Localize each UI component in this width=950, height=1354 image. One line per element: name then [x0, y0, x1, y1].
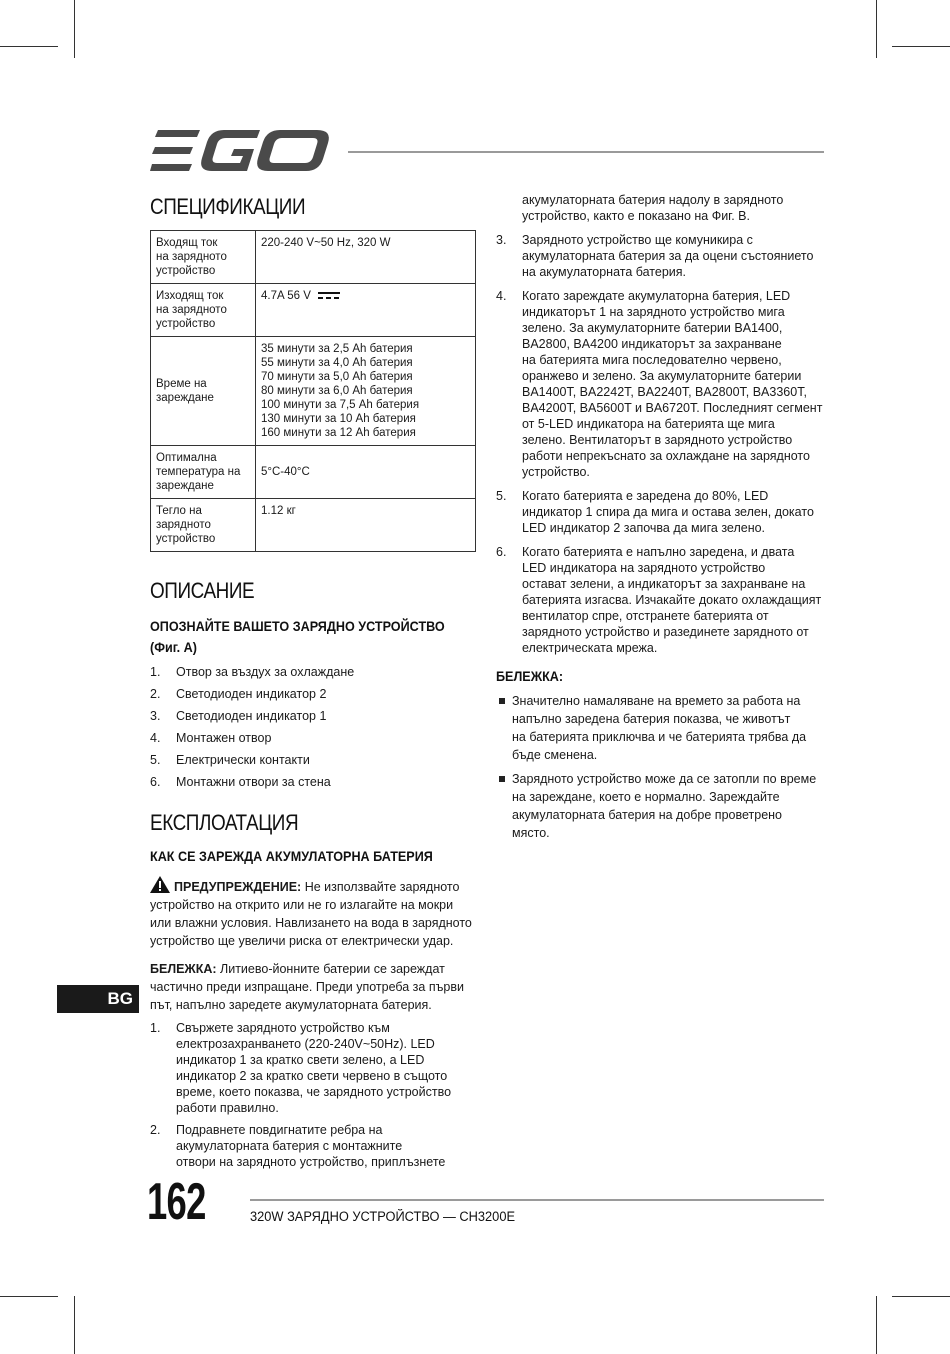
step-text: BA1400T, BA2242T, BA2240T, BA2800T, BA3360T, — [522, 385, 807, 399]
step-text: Зарядното устройство ще комуникира с — [522, 233, 753, 247]
description-figure-ref: (Фиг. A) — [150, 639, 197, 655]
item-number: 4. — [150, 731, 161, 745]
table-row — [151, 499, 476, 552]
item-text: Светодиоден индикатор 2 — [176, 687, 327, 701]
spec-value — [256, 446, 476, 499]
ego-logo — [150, 130, 332, 172]
operation-section — [150, 810, 476, 1170]
crop-mark — [892, 1296, 950, 1297]
spec-value — [256, 499, 476, 552]
warning-text: устройство на открито или не го излагайте на мокри — [150, 898, 454, 912]
description-subtitle: ОПОЗНАЙТЕ ВАШЕТО ЗАРЯДНО УСТРОЙСТВО — [150, 618, 445, 634]
list-item — [496, 232, 826, 280]
list-item — [150, 664, 476, 680]
operation-heading: ЕКСПЛОАТАЦИЯ — [150, 810, 299, 835]
specifications-heading: СПЕЦИФИКАЦИИ — [150, 194, 306, 219]
description-heading: ОПИСАНИЕ — [150, 578, 255, 603]
step-text: BA2800, BA4200 индикаторът за захранване — [522, 337, 782, 351]
left-column — [150, 190, 476, 1176]
spec-value — [256, 231, 476, 284]
crop-mark — [876, 0, 877, 58]
item-text: Монтажни отвори за стена — [176, 775, 331, 789]
step-number: 6. — [496, 545, 507, 559]
note-text: Литиево-йонните батерии се зареждат — [216, 962, 445, 976]
note-text: напълно заредена батерия показва, че животът — [512, 712, 791, 726]
table-row — [151, 231, 476, 284]
warning-paragraph — [150, 876, 476, 950]
spec-key-line: Тегло на — [156, 505, 202, 517]
crop-mark — [0, 46, 58, 47]
note-bullets — [496, 692, 826, 842]
spec-value — [256, 337, 476, 446]
list-item — [496, 770, 826, 842]
warning-icon — [150, 876, 170, 893]
step-text: Когато зареждате акумулаторна батерия, LED — [522, 289, 791, 303]
item-number: 5. — [150, 753, 161, 767]
bullet-square-icon — [499, 698, 505, 704]
step-text: Когато батерията е заредена до 80%, LED — [522, 489, 769, 503]
warning-text: устройство ще увеличи риска от електрически удар. — [150, 934, 454, 948]
specifications-table — [150, 230, 476, 552]
crop-mark — [74, 1296, 75, 1354]
list-item — [150, 1122, 476, 1170]
spec-key-line: устройство — [156, 533, 216, 545]
list-item — [496, 488, 826, 536]
spec-key — [151, 446, 256, 499]
charging-subtitle: КАК СЕ ЗАРЕЖДА АКУМУЛАТОРНА БАТЕРИЯ — [150, 848, 433, 864]
step-text: електрозахранването (220-240V~50Hz). LED — [176, 1037, 435, 1051]
note-text: път, напълно заредете акумулаторната батерия. — [150, 998, 432, 1012]
table-row — [151, 284, 476, 337]
step-text: LED индикатора на зарядното устройство — [522, 561, 766, 575]
step-text: отвори на зарядното устройство, приплъзнете — [176, 1155, 446, 1169]
parts-list — [150, 664, 476, 790]
note-text: на зареждане, което е нормално. Зареждайте — [512, 790, 780, 804]
spec-key-line: зареждане — [156, 480, 214, 492]
step-number: 5. — [496, 489, 507, 503]
spec-key — [151, 499, 256, 552]
spec-key-line: зарядното — [156, 519, 211, 531]
list-item — [496, 192, 826, 224]
language-tab: BG — [57, 985, 139, 1013]
crop-mark — [74, 0, 75, 58]
spec-key-line: Изходящ ток — [156, 290, 224, 302]
dc-current-icon — [318, 291, 340, 300]
step-text: Подравнете повдигнатите ребра на — [176, 1123, 383, 1137]
note-paragraph — [150, 960, 476, 1014]
spec-key-line: Входящ ток — [156, 237, 218, 249]
step-text: зелено. За акумулаторните батерии BA1400, — [522, 321, 783, 335]
item-text: Монтажен отвор — [176, 731, 272, 745]
spec-key-line: Време на — [156, 378, 207, 390]
step-text: Свържете зарядното устройство към — [176, 1021, 390, 1035]
spec-key-line: зареждане — [156, 392, 214, 404]
item-text: Електрически контакти — [176, 753, 310, 767]
step-text: LED индикатор 2 започва да мига зелено. — [522, 521, 766, 535]
step-text: остават зелени, а индикаторът за захранване на — [522, 577, 806, 591]
note-text: частично преди изпращане. Преди употреба за първи — [150, 980, 464, 994]
spec-key — [151, 337, 256, 446]
right-column — [496, 190, 826, 848]
spec-value-line: 5°C-40°C — [261, 466, 310, 478]
list-item — [496, 288, 826, 480]
step-text: вентилатор спре, отстранете батерията от — [522, 609, 769, 623]
page-number: 162 — [147, 1173, 206, 1231]
spec-key-line: на зарядното — [156, 304, 227, 316]
list-item — [150, 708, 476, 724]
spec-value-line: 55 минути за 4,0 Ah батерия — [261, 357, 413, 369]
note-text: акумулаторната батерия на добре проветрено — [512, 808, 782, 822]
list-item — [150, 686, 476, 702]
step-text: работи правилно. — [176, 1101, 279, 1115]
note-text: на батерията приключва и че батерията трябва да — [512, 730, 807, 744]
step-text: на батерията мига последователно червено, — [522, 353, 782, 367]
step-number: 1. — [150, 1021, 161, 1035]
list-item — [496, 692, 826, 764]
list-item — [496, 544, 826, 656]
step-text: зарядното устройство и разединете зарядното от — [522, 625, 809, 639]
note-heading: БЕЛЕЖКА: — [496, 668, 564, 684]
step-text: електрическата мрежа. — [522, 641, 658, 655]
spec-key-line: Оптимална — [156, 452, 217, 464]
step-text: на акумулаторната батерия. — [522, 265, 687, 279]
step-text: от 5-LED индикатора на батерията ще мига — [522, 417, 775, 431]
spec-value-line: 220-240 V~50 Hz, 320 W — [261, 237, 391, 249]
step-text: акумулаторната батерия за да оцени състоянието — [522, 249, 814, 263]
step-text: индикатор 2 за кратко свети червено в същото — [176, 1069, 448, 1083]
spec-value-line: 80 минути за 6,0 Ah батерия — [261, 385, 413, 397]
note-text: бъде сменена. — [512, 748, 598, 762]
step-text: работи непрекъснато за охлаждане на зарядното — [522, 449, 810, 463]
step-text: устройство. — [522, 465, 590, 479]
warning-label: ПРЕДУПРЕЖДЕНИЕ: — [174, 880, 302, 894]
warning-text: Не използвайте зарядното — [301, 880, 460, 894]
note-text: Значително намаляване на времето за работа на — [512, 694, 801, 708]
table-row — [151, 446, 476, 499]
spec-value-line: 100 минути за 7,5 Ah батерия — [261, 399, 420, 411]
step-text: индикатор 1 спира да мига и остава зелен, докато — [522, 505, 814, 519]
item-number: 2. — [150, 687, 161, 701]
list-item — [150, 774, 476, 790]
item-number: 3. — [150, 709, 161, 723]
item-number: 6. — [150, 775, 161, 789]
table-row — [151, 337, 476, 446]
crop-mark — [892, 46, 950, 47]
step-number: 2. — [150, 1123, 161, 1137]
step-text: акумулаторната батерия надолу в зарядното — [522, 193, 784, 207]
list-item — [150, 730, 476, 746]
item-text: Светодиоден индикатор 1 — [176, 709, 327, 723]
spec-value-line: 70 минути за 5,0 Ah батерия — [261, 371, 413, 383]
spec-key-line: температура на — [156, 466, 241, 478]
spec-key — [151, 284, 256, 337]
step-text: зелено. Вентилаторът в зарядното устройство — [522, 433, 793, 447]
note-label: БЕЛЕЖКА: — [150, 962, 217, 976]
list-item — [150, 752, 476, 768]
footer-title: 320W ЗАРЯДНО УСТРОЙСТВО — CH3200E — [250, 1209, 516, 1224]
note-text: място. — [512, 826, 550, 840]
crop-mark — [0, 1296, 58, 1297]
spec-value — [256, 284, 476, 337]
spec-key-line: устройство — [156, 265, 216, 277]
charging-steps-continued — [496, 192, 826, 656]
note-text: Зарядното устройство може да се затопли по време — [512, 772, 817, 786]
step-text: време, което показва, че зарядното устройство — [176, 1085, 452, 1099]
bullet-square-icon — [499, 776, 505, 782]
spec-value-line: 4.7A 56 V — [261, 290, 311, 302]
spec-key-line: на зарядното — [156, 251, 227, 263]
charging-steps-list — [150, 1020, 476, 1170]
list-item — [150, 1020, 476, 1116]
header-rule — [348, 151, 824, 153]
spec-value-line: 35 минути за 2,5 Ah батерия — [261, 343, 413, 355]
warning-text: или влажни условия. Навлизането на вода в зарядното — [150, 916, 472, 930]
spec-key — [151, 231, 256, 284]
step-text: батерията изгасва. Изчакайте докато охлаждащият — [522, 593, 822, 607]
crop-mark — [876, 1296, 877, 1354]
step-number: 3. — [496, 233, 507, 247]
spec-value-line: 130 минути за 10 Ah батерия — [261, 413, 416, 425]
spec-value-line: 160 минути за 12 Ah батерия — [261, 427, 416, 439]
step-text: индикатор 1 за кратко свети зелено, а LED — [176, 1053, 425, 1067]
footer-rule — [250, 1199, 824, 1201]
step-text: индикаторът 1 на зарядното устройство мига — [522, 305, 785, 319]
step-number: 4. — [496, 289, 507, 303]
step-text: Когато батерията е напълно заредена, и двата — [522, 545, 795, 559]
item-text: Отвор за въздух за охлаждане — [176, 665, 355, 679]
step-text: BA4200T, BA5600T и BA6720T. Последният сегмент — [522, 401, 823, 415]
item-number: 1. — [150, 665, 161, 679]
spec-value-line: 1.12 кг — [261, 505, 296, 517]
step-text: акумулаторната батерия с монтажните — [176, 1139, 403, 1153]
step-text: устройство, както е показано на Фиг. B. — [522, 209, 750, 223]
description-section — [150, 578, 476, 790]
spec-key-line: устройство — [156, 318, 216, 330]
step-text: оранжево и зелено. За акумулаторните батерии — [522, 369, 802, 383]
